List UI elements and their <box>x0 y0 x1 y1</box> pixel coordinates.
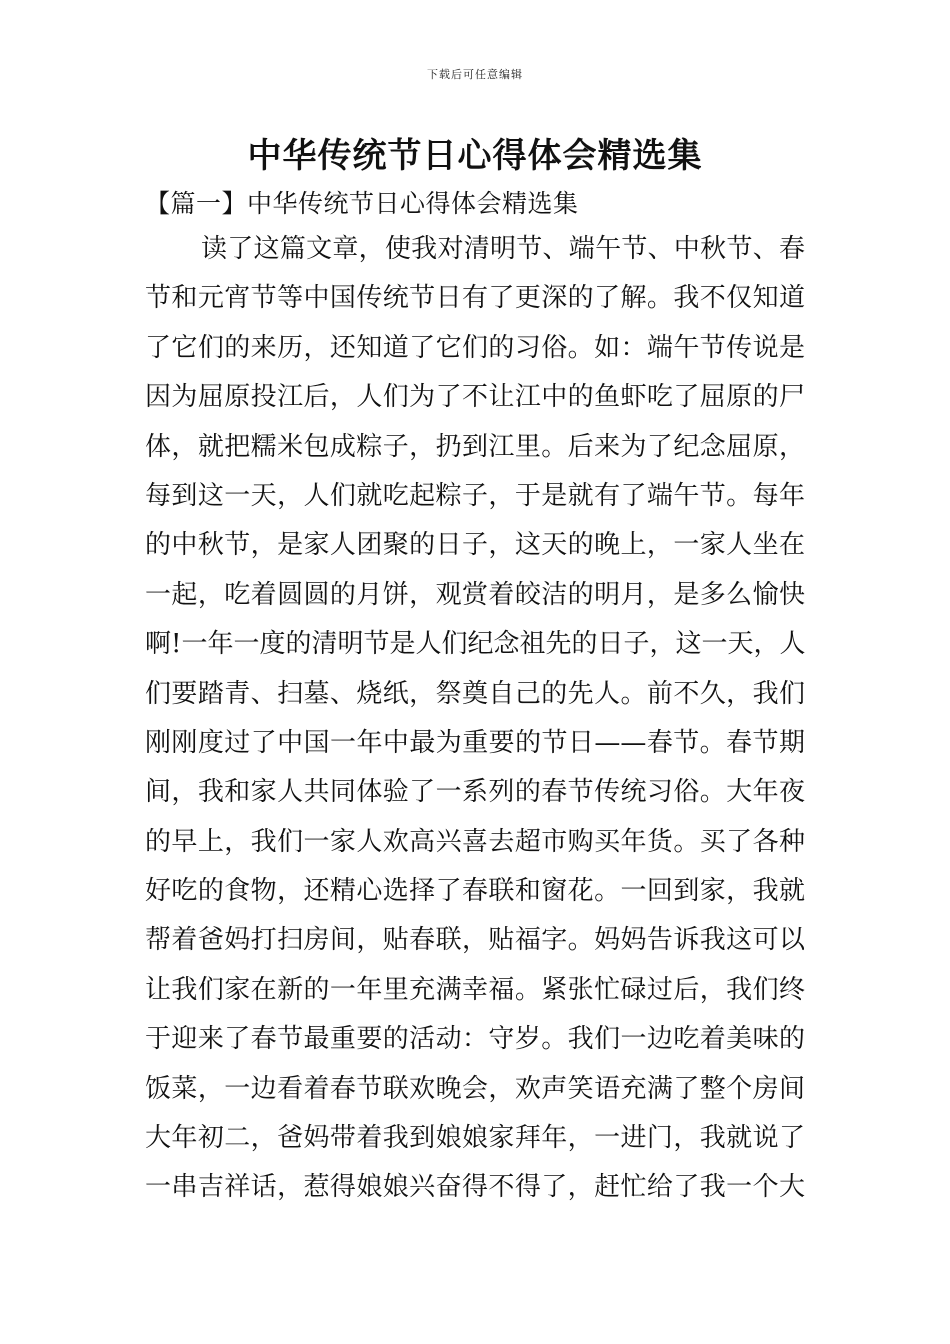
body-paragraph <box>145 225 805 1213</box>
section-heading: 【篇一】中华传统节日心得体会精选集 <box>145 189 579 218</box>
paragraph-line: 于迎来了春节最重要的活动：守岁。我们一边吃着美味的 <box>145 1024 805 1055</box>
paragraph-line: 体，就把糯米包成粽子，扔到江里。后来为了纪念屈原， <box>145 431 805 462</box>
paragraph-line: 节和元宵节等中国传统节日有了更深的了解。我不仅知道 <box>145 283 805 314</box>
paragraph-line: 让我们家在新的一年里充满幸福。紧张忙碌过后，我们终 <box>145 974 805 1005</box>
header-note: 下载后可任意编辑 <box>427 68 523 81</box>
paragraph-line: 每到这一天，人们就吃起粽子，于是就有了端午节。每年 <box>145 480 805 511</box>
document-title: 中华传统节日心得体会精选集 <box>247 136 703 176</box>
paragraph-line: 间，我和家人共同体验了一系列的春节传统习俗。大年夜 <box>145 777 805 808</box>
paragraph-line: 啊!一年一度的清明节是人们纪念祖先的日子，这一天，人 <box>145 629 805 660</box>
paragraph-line: 读了这篇文章，使我对清明节、端午节、中秋节、春 <box>201 234 805 264</box>
paragraph-line: 好吃的食物，还精心选择了春联和窗花。一回到家，我就 <box>145 876 805 907</box>
paragraph-line: 帮着爸妈打扫房间，贴春联，贴福字。妈妈告诉我这可以 <box>145 925 805 956</box>
paragraph-line: 们要踏青、扫墓、烧纸，祭奠自己的先人。前不久，我们 <box>145 678 805 709</box>
paragraph-line: 一串吉祥话，惹得娘娘兴奋得不得了，赶忙给了我一个大 <box>145 1172 805 1203</box>
paragraph-line: 大年初二，爸妈带着我到娘娘家拜年，一进门，我就说了 <box>145 1123 805 1154</box>
paragraph-line: 的中秋节，是家人团聚的日子，这天的晚上，一家人坐在 <box>145 530 805 561</box>
paragraph-line: 一起，吃着圆圆的月饼，观赏着皎洁的明月，是多么愉快 <box>145 579 805 610</box>
paragraph-line: 刚刚度过了中国一年中最为重要的节日——春节。春节期 <box>145 727 805 758</box>
paragraph-line: 因为屈原投江后，人们为了不让江中的鱼虾吃了屈原的尸 <box>145 382 805 413</box>
paragraph-line: 的早上，我们一家人欢高兴喜去超市购买年货。买了各种 <box>145 826 805 857</box>
paragraph-line: 了它们的来历，还知道了它们的习俗。如：端午节传说是 <box>145 332 805 363</box>
paragraph-line: 饭菜，一边看着春节联欢晚会，欢声笑语充满了整个房间 <box>145 1073 805 1104</box>
